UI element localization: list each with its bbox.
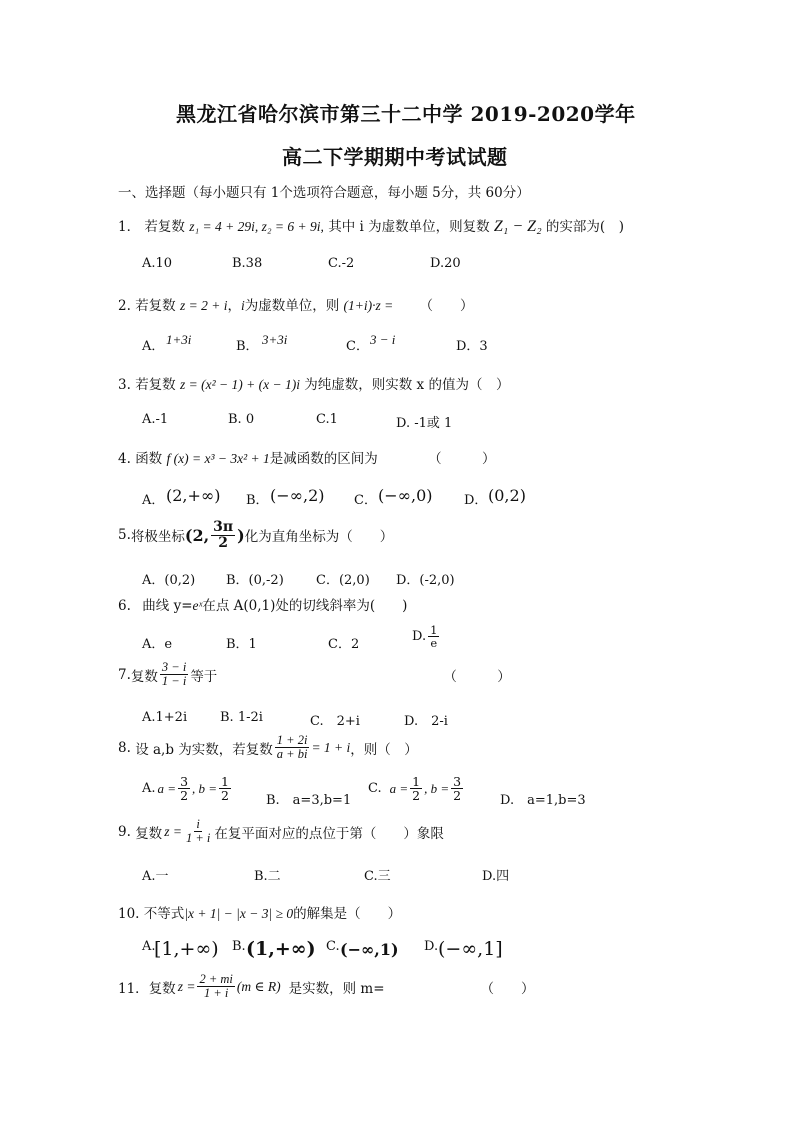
q5-post: 化为直角坐标为（ ） (244, 529, 394, 546)
q8-option-a-frac2 (219, 775, 231, 802)
q1-number: 1． (118, 219, 141, 235)
q10-option-b: (1,+∞) (246, 938, 316, 960)
q8-den: a + bi (276, 747, 308, 762)
q6-ex: eˣ (192, 598, 203, 613)
q10-option-d-label: D. (424, 939, 439, 954)
q2-mid: 为虚数单位，则 (244, 298, 340, 314)
q4-paren: （ ） (428, 451, 496, 467)
q9-pre: 复数 (135, 825, 163, 842)
q8-number: 8. (118, 739, 131, 756)
q2-sep: ， (227, 298, 241, 314)
q2-expr1: z = 2 + i (179, 298, 228, 313)
q8-option-a-den2: 2 (221, 788, 229, 804)
q3-option-a: A.-1 (142, 412, 169, 427)
q8-num: 1 + 2i (276, 733, 308, 747)
q3-pre: 若复数 (135, 377, 176, 393)
q3-number: 3. (118, 377, 131, 393)
q7-fraction (160, 661, 188, 688)
q6-option-d-den: e (430, 636, 438, 651)
q8-option-a-b: , b = (192, 780, 218, 796)
q11-cond: (m ∈ R) (236, 978, 281, 994)
q1-option-b: B.38 (232, 256, 263, 271)
q4-option-d-label: D． (464, 493, 488, 508)
q10-number: 10. (118, 906, 140, 922)
question-10 (118, 902, 401, 922)
q9-option-b: B.二 (254, 869, 281, 884)
q8-option-c-den2: 2 (453, 788, 462, 804)
question-7 (118, 661, 511, 688)
q5-option-d: D．(-2,0) (396, 573, 455, 588)
q7-number: 7. (118, 666, 131, 683)
q7-option-c: C. 2+i (310, 714, 360, 729)
q6-option-c: C．2 (328, 637, 360, 652)
q6-option-d-label: D. (412, 629, 427, 645)
q1-option-d: D.20 (430, 256, 461, 271)
q4-option-c-label: C． (354, 493, 377, 508)
q3-option-d: D. -1或 1 (396, 416, 453, 431)
q7-option-a: A.1+2i (142, 710, 188, 725)
q7-option-b: B. 1-2i (220, 710, 263, 725)
q10-option-c-label: C. (326, 939, 340, 954)
q2-pre: 若复数 (135, 298, 176, 314)
q6-option-d-num: 1 (430, 623, 438, 637)
q4-expr: f (x) = x³ − 3x² + 1 (166, 451, 270, 466)
question-6 (118, 594, 407, 614)
question-4 (118, 447, 496, 467)
q5-option-a: A．(0,2) (142, 573, 196, 588)
q8-option-c-frac1 (410, 775, 422, 802)
q8-option-a-num1: 3 (180, 774, 189, 789)
q5-option-c: C．(2,0) (316, 573, 370, 588)
question-2 (118, 294, 474, 314)
q4-option-a: (2,+∞) (166, 486, 221, 505)
q4-option-c: (−∞,0) (378, 486, 433, 505)
q4-pre: 函数 (135, 451, 163, 467)
q4-option-d: (0,2) (488, 486, 526, 505)
q11-paren: （ ） (480, 980, 535, 997)
q1-expr: Z₁ − Z₂ (493, 218, 542, 235)
q2-number: 2. (118, 298, 131, 314)
q8-eq: = 1 + i (311, 739, 351, 755)
q10-post: 的解集是（ ） (293, 906, 402, 922)
q8-option-a-den1: 2 (180, 788, 189, 804)
q6-pre: 曲线 y= (142, 598, 193, 614)
q10-option-c: (−∞,1) (340, 940, 399, 959)
q9-number: 9. (118, 823, 131, 840)
q11-pre: 复数 (148, 980, 176, 997)
q1-option-a: A.10 (142, 256, 173, 271)
q2-option-a: 1+3i (166, 332, 192, 347)
q4-option-b-label: B． (246, 493, 269, 508)
q8-option-a-label: A. (142, 781, 156, 797)
q8-pre: 设 a,b 为实数，若复数 (135, 741, 273, 758)
q10-option-a-label: A. (142, 939, 156, 954)
q11-den: 1 + i (203, 986, 229, 1001)
title-line-1: 黑龙江省哈尔滨市第三十二中学 2019-2020学年 (176, 102, 636, 126)
q9-den: 1 + i (185, 831, 211, 846)
q8-option-d: D. a=1,b=3 (500, 793, 586, 808)
q2-option-b: 3+3i (262, 332, 288, 347)
q9-option-a: A.一 (142, 869, 169, 884)
q6-post: 在点 A(0,1)处的切线斜率为( ) (202, 598, 408, 614)
q9-option-c: C.三 (364, 869, 391, 884)
q5-number: 5. (118, 527, 131, 544)
q9-fraction (184, 818, 212, 845)
q8-option-c-b: , b = (424, 780, 450, 796)
q2-option-b-label: B． (236, 339, 259, 354)
q11-z: z = (177, 978, 196, 994)
q2-i: i (240, 298, 245, 313)
q11-num: 2 + mi (199, 972, 233, 986)
q11-post: 是实数，则 m= (288, 980, 385, 997)
question-9 (118, 818, 444, 845)
q7-den: 1 − i (161, 674, 187, 689)
q6-option-b: B．1 (226, 637, 257, 652)
q3-expr: z = (x² − 1) + (x − 1)i (179, 377, 300, 392)
q7-option-d: D. 2-i (404, 714, 448, 729)
q4-option-a-label: A． (142, 493, 165, 508)
question-11 (118, 973, 535, 1000)
q5-open: (2, (184, 525, 210, 545)
question-1 (118, 215, 624, 236)
q10-option-b-label: B. (232, 939, 246, 954)
title-line-2: 高二下学期期中考试试题 (282, 145, 508, 169)
q7-paren: （ ） (443, 668, 511, 685)
section-heading: 一、选择题（每小题只有 1个选项符合题意，每小题 5分，共 60分） (118, 185, 530, 201)
q5-option-b: B．(0,-2) (226, 573, 284, 588)
q4-post: 是减函数的区间为 (269, 451, 378, 467)
q5-fraction (211, 520, 235, 550)
q1-pre: 若复数 (144, 219, 185, 235)
q2-paren: （ ） (419, 298, 474, 314)
q8-option-c-label: C. (368, 781, 382, 797)
q2-option-c: 3 − i (370, 332, 396, 347)
q3-post: 为纯虚数，则实数 x 的值为（ ） (304, 377, 510, 393)
q6-number: 6. (118, 598, 131, 614)
q4-option-b: (−∞,2) (270, 486, 325, 505)
q2-option-a-label: A． (142, 339, 165, 354)
q1-option-c: C.-2 (328, 256, 355, 271)
q5-num: 3π (213, 519, 234, 535)
q8-option-a-num2: 1 (221, 774, 229, 789)
q7-pre: 复数 (130, 668, 158, 685)
q7-post: 等于 (190, 668, 218, 685)
q11-number: 11． (118, 980, 149, 997)
q1-post: 的实部为( ) (545, 219, 624, 235)
q9-option-d: D.四 (482, 869, 510, 884)
q6-option-d (412, 624, 441, 649)
q10-option-d: (−∞,1] (438, 938, 503, 960)
q9-num: i (196, 817, 200, 831)
q8-option-b: B. a=3,b=1 (266, 793, 352, 808)
q5-den: 2 (218, 534, 229, 551)
q8-fraction (275, 734, 310, 761)
q8-option-c (368, 775, 465, 802)
q2-expr2: (1+i)·z = (343, 298, 394, 313)
q7-num: 3 − i (161, 660, 187, 674)
q1-formula: z₁ = 4 + 29i, z₂ = 6 + 9i, (189, 219, 324, 234)
q8-option-c-a: a = (389, 780, 409, 796)
q8-option-a (142, 775, 233, 802)
q10-option-a: [1,+∞) (154, 938, 219, 960)
q8-post: ，则（ ） (350, 741, 418, 758)
q10-pre: 不等式 (143, 906, 185, 922)
q9-z: z = (164, 823, 182, 839)
q8-option-c-num2: 3 (453, 774, 462, 789)
q11-fraction (197, 973, 234, 1000)
q8-option-c-num1: 1 (412, 774, 421, 789)
question-5 (118, 520, 393, 550)
q3-option-c: C.1 (316, 412, 338, 427)
q8-option-a-a: a = (157, 780, 177, 796)
q5-close: ) (237, 525, 245, 545)
q8-option-a-frac1 (178, 775, 190, 802)
q6-option-a: A．e (142, 637, 173, 652)
q4-number: 4. (118, 451, 131, 467)
q8-option-c-frac2 (451, 775, 463, 802)
q10-expr: |x + 1| − |x − 3| ≥ 0 (184, 906, 294, 921)
q8-option-c-den1: 2 (412, 788, 421, 804)
q9-post: 在复平面对应的点位于第（ ）象限 (214, 825, 444, 842)
q2-option-d: D．3 (456, 339, 488, 354)
q3-option-b: B. 0 (228, 412, 255, 427)
q1-mid: 其中 i 为虚数单位，则复数 (328, 219, 490, 235)
q2-option-c-label: C． (346, 339, 369, 354)
question-8 (118, 734, 418, 761)
q5-pre: 将极坐标 (130, 529, 185, 546)
question-3 (118, 373, 509, 393)
q6-option-d-fraction (428, 624, 439, 649)
